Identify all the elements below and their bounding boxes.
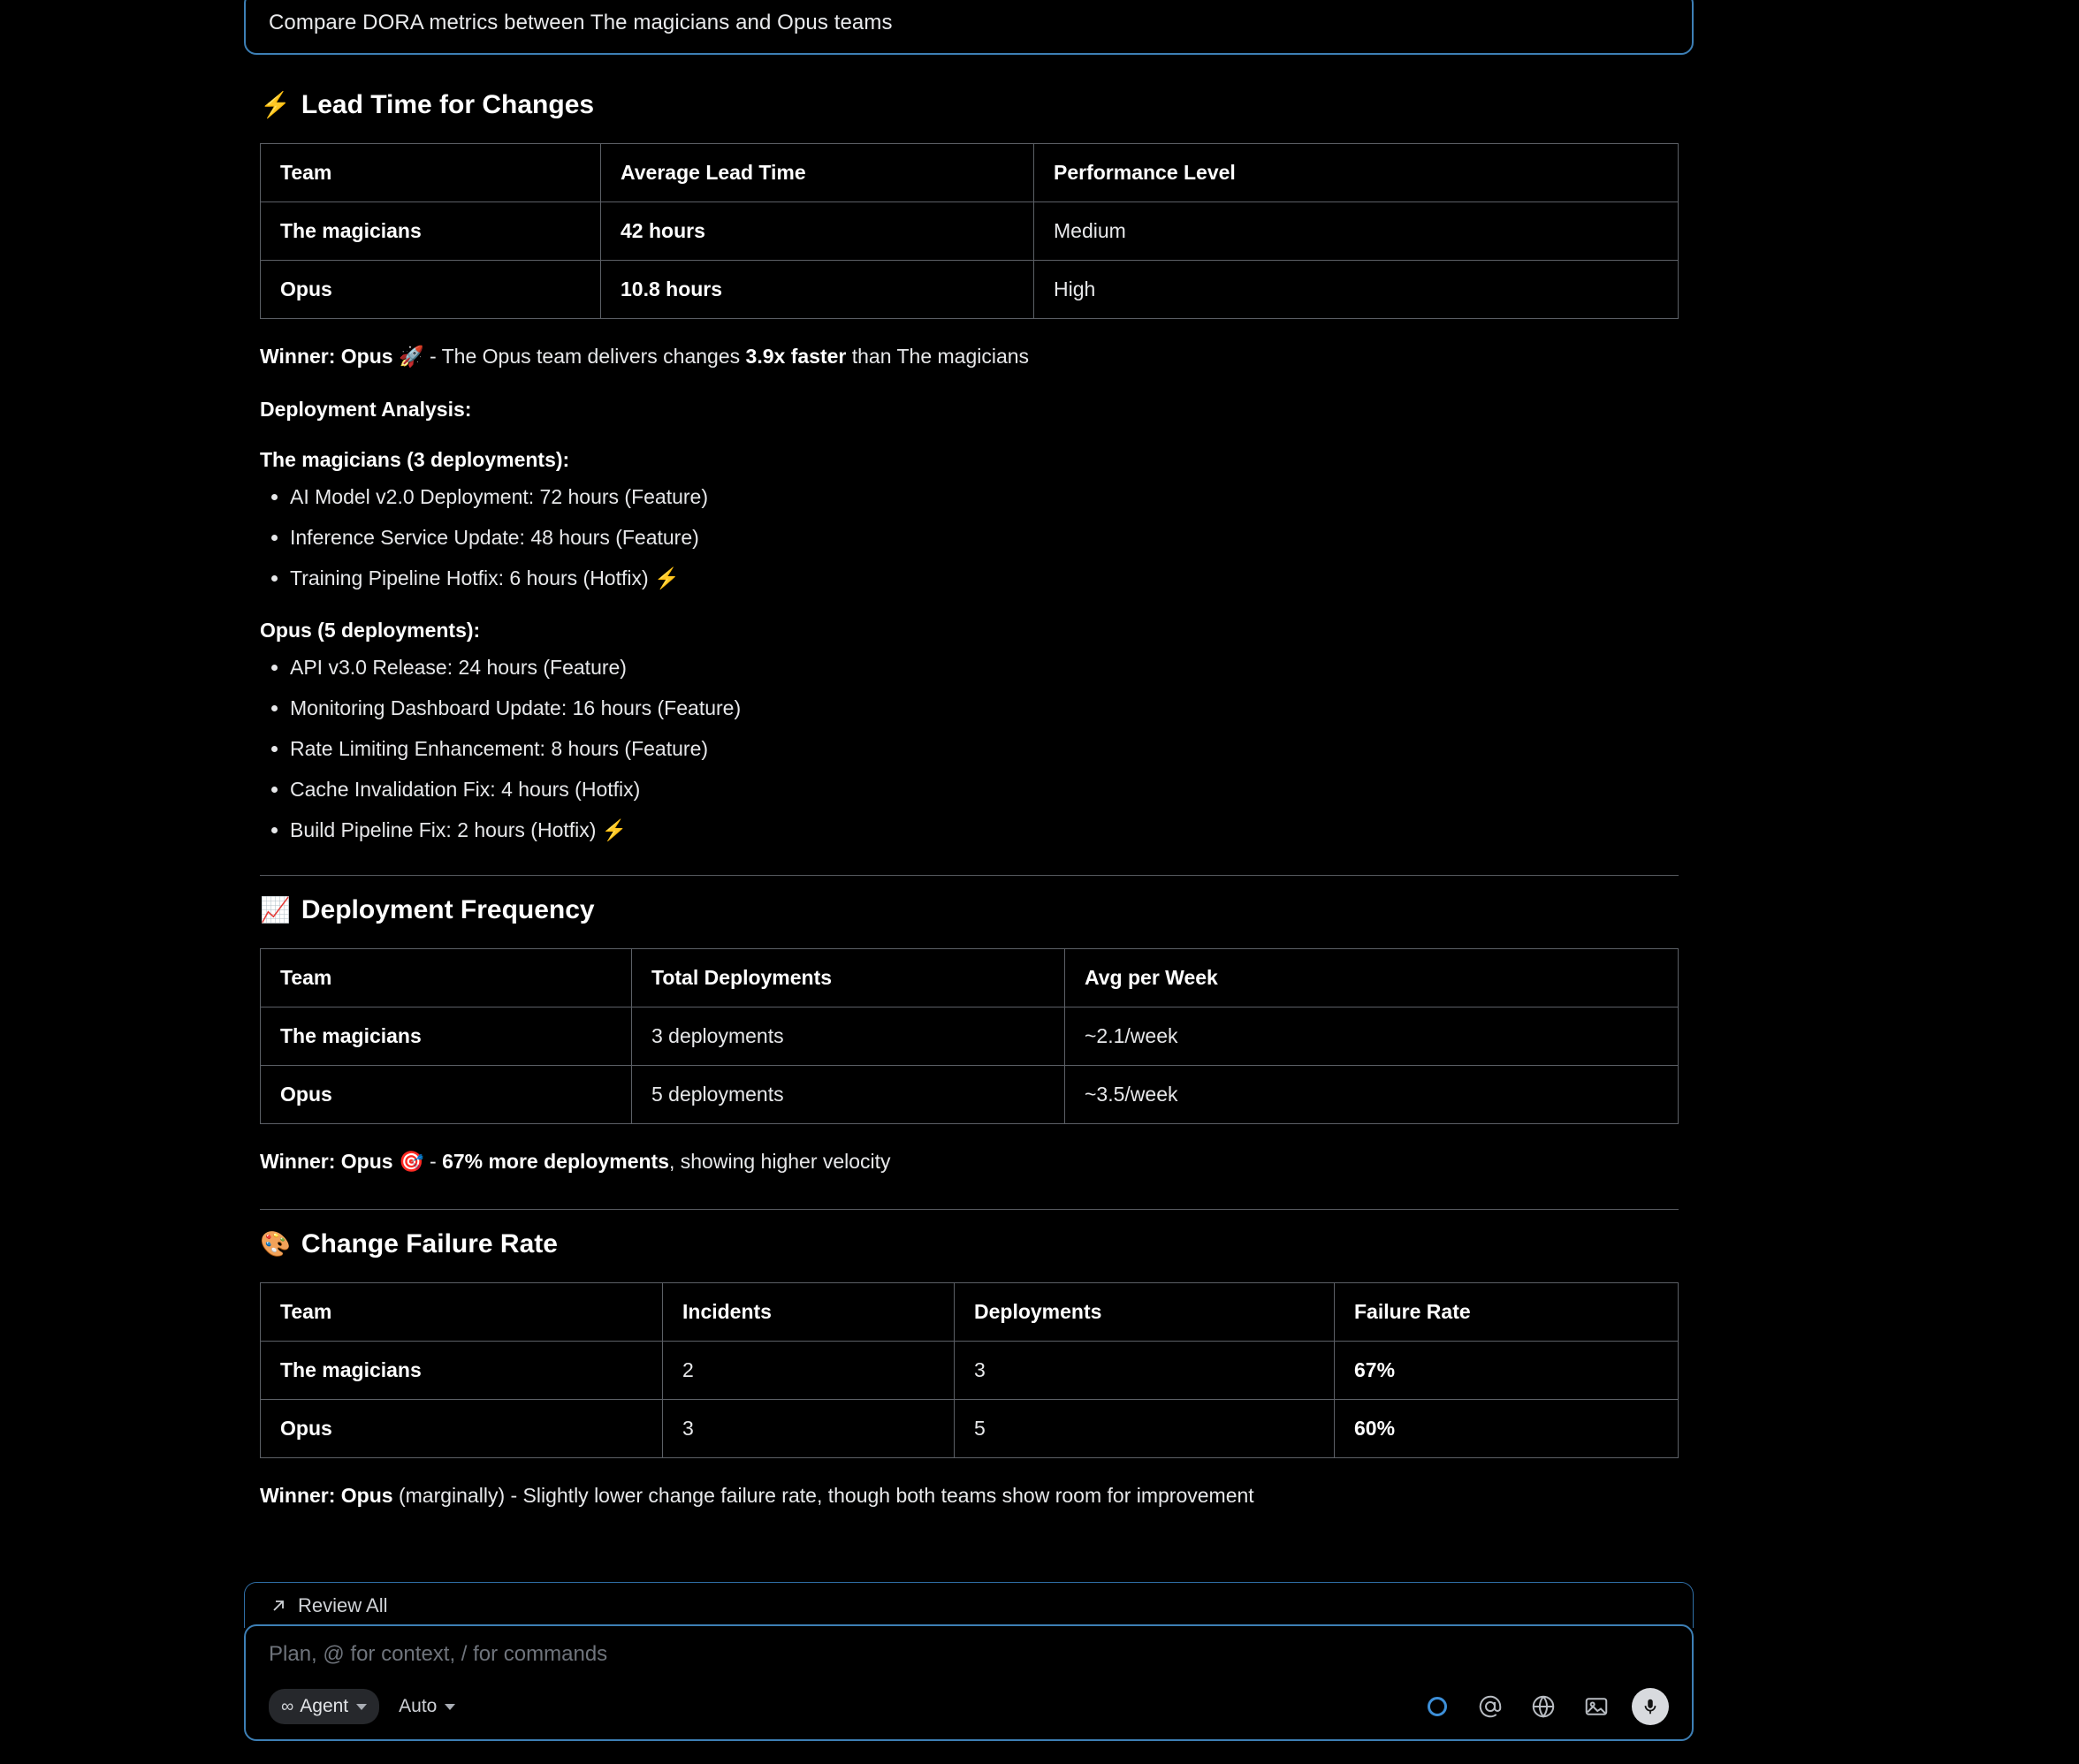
cell-deployments: 5	[955, 1399, 1335, 1457]
cell-avg-per-week: ~2.1/week	[1065, 1007, 1679, 1066]
winner-suffix: , showing higher velocity	[668, 1150, 891, 1174]
image-icon[interactable]	[1579, 1689, 1614, 1724]
globe-icon[interactable]	[1526, 1689, 1561, 1724]
winner-label: Winner: Opus	[260, 1483, 393, 1507]
winner-emphasis: 67% more deployments	[442, 1150, 669, 1174]
col-incidents: Incidents	[663, 1282, 955, 1341]
table-row	[261, 202, 1679, 261]
col-team: Team	[261, 949, 632, 1007]
list-item: • Cache Invalidation Fix: 4 hours (Hotfix)	[290, 777, 1694, 803]
model-label: Auto	[399, 1696, 438, 1716]
lightning-icon: ⚡	[260, 91, 291, 118]
response-content	[244, 71, 1694, 1573]
chevron-down-icon	[445, 1704, 455, 1710]
cell-failure-rate: 60%	[1335, 1399, 1679, 1457]
chart-increasing-icon: 📈	[260, 896, 291, 924]
chevron-down-icon	[356, 1704, 367, 1710]
col-avg-per-week: Avg per Week	[1065, 949, 1679, 1007]
deployment-list-magicians	[260, 484, 1694, 592]
table-row	[261, 1007, 1679, 1066]
section-title: Deployment Frequency	[301, 895, 595, 925]
composer-input[interactable]: Plan, @ for context, / for commands	[269, 1642, 608, 1666]
section-heading-lead-time	[260, 90, 1694, 120]
deployment-list-opus	[260, 655, 1694, 843]
winner-suffix: (marginally) - Slightly lower change failure rate, though both teams show room for improvement	[392, 1483, 1254, 1507]
cell-total-deployments: 3 deployments	[632, 1007, 1065, 1066]
at-icon[interactable]	[1473, 1689, 1508, 1724]
cell-lead-time: 10.8 hours	[601, 261, 1034, 319]
group-label-magicians: The magicians (3 deployments):	[260, 448, 570, 472]
mode-label: Agent	[300, 1696, 349, 1716]
table-header-row	[261, 144, 1679, 202]
composer[interactable]	[244, 1624, 1694, 1741]
col-deployments: Deployments	[955, 1282, 1335, 1341]
list-item: • Monitoring Dashboard Update: 16 hours (Feature)	[290, 696, 1694, 722]
palette-icon: 🎨	[260, 1229, 291, 1258]
prompt-echo-text: Compare DORA metrics between The magicians and Opus teams	[269, 11, 893, 34]
cell-team: Opus	[261, 1399, 663, 1457]
winner-label: Winner: Opus 🚀	[260, 345, 424, 368]
list-item: • Inference Service Update: 48 hours (Feature)	[290, 525, 1694, 551]
cell-team: Opus	[261, 261, 601, 319]
section-title: Change Failure Rate	[301, 1228, 558, 1258]
change-failure-rate-table	[260, 1282, 1679, 1458]
cell-team: Opus	[261, 1066, 632, 1124]
list-item: • API v3.0 Release: 24 hours (Feature)	[290, 655, 1694, 681]
prompt-echo-bar[interactable]	[244, 0, 1694, 55]
winner-mid: -	[423, 1150, 443, 1174]
winner-line-lead-time	[260, 342, 1694, 371]
cell-avg-per-week: ~3.5/week	[1065, 1066, 1679, 1124]
table-row	[261, 1399, 1679, 1457]
winner-emphasis: 3.9x faster	[745, 345, 847, 368]
table-row	[261, 261, 1679, 319]
cell-team: The magicians	[261, 202, 601, 261]
section-heading-deployment-frequency	[260, 895, 1694, 925]
composer-toolbar	[269, 1688, 1669, 1725]
cell-performance: Medium	[1034, 202, 1679, 261]
col-performance-level: Performance Level	[1034, 144, 1679, 202]
microphone-icon[interactable]	[1632, 1688, 1669, 1725]
review-all-label: Review All	[298, 1593, 388, 1616]
winner-line-change-failure-rate	[260, 1481, 1694, 1510]
section-divider	[260, 1209, 1679, 1210]
winner-label: Winner: Opus 🎯	[260, 1150, 424, 1174]
section-divider	[260, 875, 1679, 876]
col-team: Team	[261, 144, 601, 202]
deployment-analysis-label: Deployment Analysis:	[260, 398, 472, 422]
review-all-button[interactable]	[244, 1582, 1694, 1628]
table-header-row	[261, 949, 1679, 1007]
winner-line-deployment-frequency	[260, 1147, 1694, 1176]
mode-selector[interactable]	[269, 1689, 379, 1724]
table-header-row	[261, 1282, 1679, 1341]
cell-team: The magicians	[261, 1341, 663, 1399]
cell-deployments: 3	[955, 1341, 1335, 1399]
cell-lead-time: 42 hours	[601, 202, 1034, 261]
deployment-frequency-table	[260, 948, 1679, 1124]
section-title: Lead Time for Changes	[301, 90, 595, 119]
cell-total-deployments: 5 deployments	[632, 1066, 1065, 1124]
winner-mid: - The Opus team delivers changes	[423, 345, 746, 368]
cell-failure-rate: 67%	[1335, 1341, 1679, 1399]
col-total-deployments: Total Deployments	[632, 949, 1065, 1007]
col-failure-rate: Failure Rate	[1335, 1282, 1679, 1341]
cell-performance: High	[1034, 261, 1679, 319]
table-row	[261, 1341, 1679, 1399]
infinity-icon: ∞	[281, 1696, 293, 1716]
table-row	[261, 1066, 1679, 1124]
cell-incidents: 2	[663, 1341, 955, 1399]
arrow-up-right-icon	[270, 1597, 287, 1615]
group-label-opus: Opus (5 deployments):	[260, 619, 481, 642]
status-circle-icon[interactable]	[1420, 1689, 1455, 1724]
list-item: • Rate Limiting Enhancement: 8 hours (Feature)	[290, 736, 1694, 763]
section-heading-change-failure-rate	[260, 1229, 1694, 1259]
list-item: • AI Model v2.0 Deployment: 72 hours (Feature)	[290, 484, 1694, 511]
col-avg-lead-time: Average Lead Time	[601, 144, 1034, 202]
list-item: • Build Pipeline Fix: 2 hours (Hotfix) ⚡	[290, 817, 1694, 844]
cell-incidents: 3	[663, 1399, 955, 1457]
list-item: • Training Pipeline Hotfix: 6 hours (Hotfix) ⚡	[290, 566, 1694, 592]
model-selector[interactable]	[399, 1696, 455, 1717]
winner-suffix: than The magicians	[846, 345, 1030, 368]
lead-time-table	[260, 143, 1679, 319]
cell-team: The magicians	[261, 1007, 632, 1066]
col-team: Team	[261, 1282, 663, 1341]
